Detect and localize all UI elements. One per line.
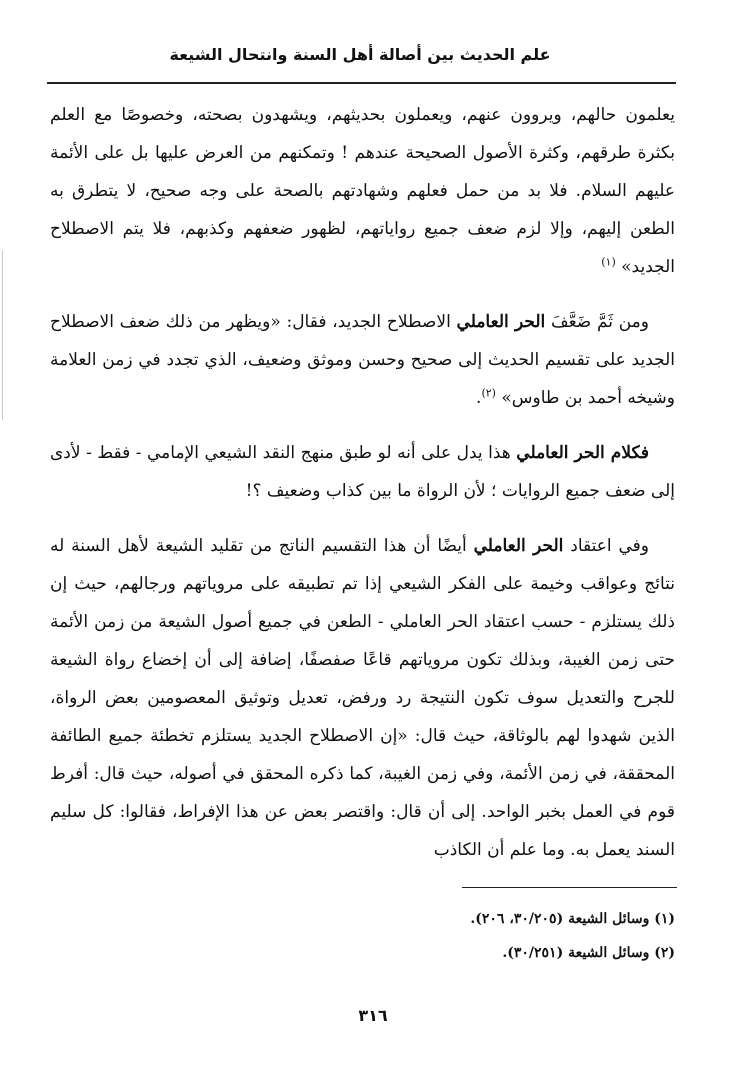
footnotes (50, 902, 675, 970)
scholar-name: الحر العاملي (456, 312, 546, 332)
paragraph-1-text: يعلمون حالهم، ويروون عنهم، ويعملون بحديثهم، ويشهدون بصحته، وخصوصًا مع العلم بكثرة طرقهم، وكثرة الأصول الصحيحة عندهم ! وتمكنهم من العرض عليها بل على الأئمة عليهم السلام. فلا بد من حمل فعلهم وشهادتهم بالصحة على وجه صحيح، لا يتطرق به الطعن إليهم، وإلا لزم ضعف جميع رواياتهم، لظهور ضعفهم وكذبهم، فلا يتم الاصطلاح الجديد» (50, 105, 675, 277)
footnote-ref-1: (١) (601, 255, 616, 269)
header-rule (47, 82, 676, 84)
paragraph-1 (50, 96, 675, 286)
footnote-rule (462, 887, 677, 888)
paragraph-3-lead: فكلام (604, 443, 649, 463)
paragraph-2 (50, 303, 675, 417)
page-number: ٣١٦ (358, 1006, 388, 1025)
footnote-2: (٢) وسائل الشيعة (٣٠/٢٥١). (502, 945, 675, 961)
scholar-name: الحر العاملي (473, 536, 564, 556)
paragraph-2-text: الاصطلاح الجديد، فقال: «ويظهر من ذلك ضعف الاصطلاح الجديد على تقسيم الحديث إلى صحيح وحسن وموثق وضعيف، الذي تجدد في زمن العلامة وشيخه أحمد بن طاوس» (50, 312, 675, 408)
footnote-ref-2: (٢) (481, 386, 496, 400)
paragraph-4 (50, 527, 675, 869)
body-text (50, 96, 675, 869)
paragraph-2-lead: ومن ثَمَّ ضَعَّفَ (545, 312, 649, 332)
paragraph-2-end: . (476, 388, 482, 408)
scan-edge-mark (2, 250, 3, 420)
paragraph-4-text: أيضًا أن هذا التقسيم الناتج من تقليد الشيعة لأهل السنة له نتائج وعواقب وخيمة على الفكر الشيعي إذا تم تطبيقه على مروياتهم ورجالهم، حيث إن ذلك يستلزم - حسب اعتقاد الحر العاملي - الطعن في جميع أصول الشيعة من زمن الأئمة حتى زمن الغيبة، وبذلك تكون مروياتهم قاعًا صفصفًا، إضافة إلى أن إخضاع رواة الشيعة للجرح والتعديل سوف تكون النتيجة رد ورفض، تعديل وتوثيق المعصومين بعض الرواة، الذين شهدوا لهم بالوثاقة، حيث قال: «إن الاصطلاح الجديد يستلزم تخطئة جميع الطائفة المحققة، في زمن الأئمة، وفي زمن الغيبة، كما ذكره المحقق في أصوله، حيث قال: أفرط قوم في العمل بخبر الواحد. إلى أن قال: واقتصر بعض عن هذا الإفراط، فقالوا: كل سليم السند يعمل به. وما علم أن الكاذب (50, 536, 675, 860)
footnote-1: (١) وسائل الشيعة (٣٠/٢٠٥، ٢٠٦). (470, 911, 675, 927)
running-header: علم الحديث بين أصالة أهل السنة وانتحال الشيعة (169, 45, 551, 64)
paragraph-3-text: هذا يدل على أنه لو طبق منهج النقد الشيعي الإمامي - فقط - لأدى إلى ضعف جميع الروايات ؛ لأن الرواة ما بين كذاب وضعيف ؟! (50, 443, 675, 501)
scholar-name: الحر العاملي (516, 443, 605, 463)
paragraph-3 (50, 434, 675, 510)
paragraph-4-lead: وفي اعتقاد (563, 536, 649, 556)
